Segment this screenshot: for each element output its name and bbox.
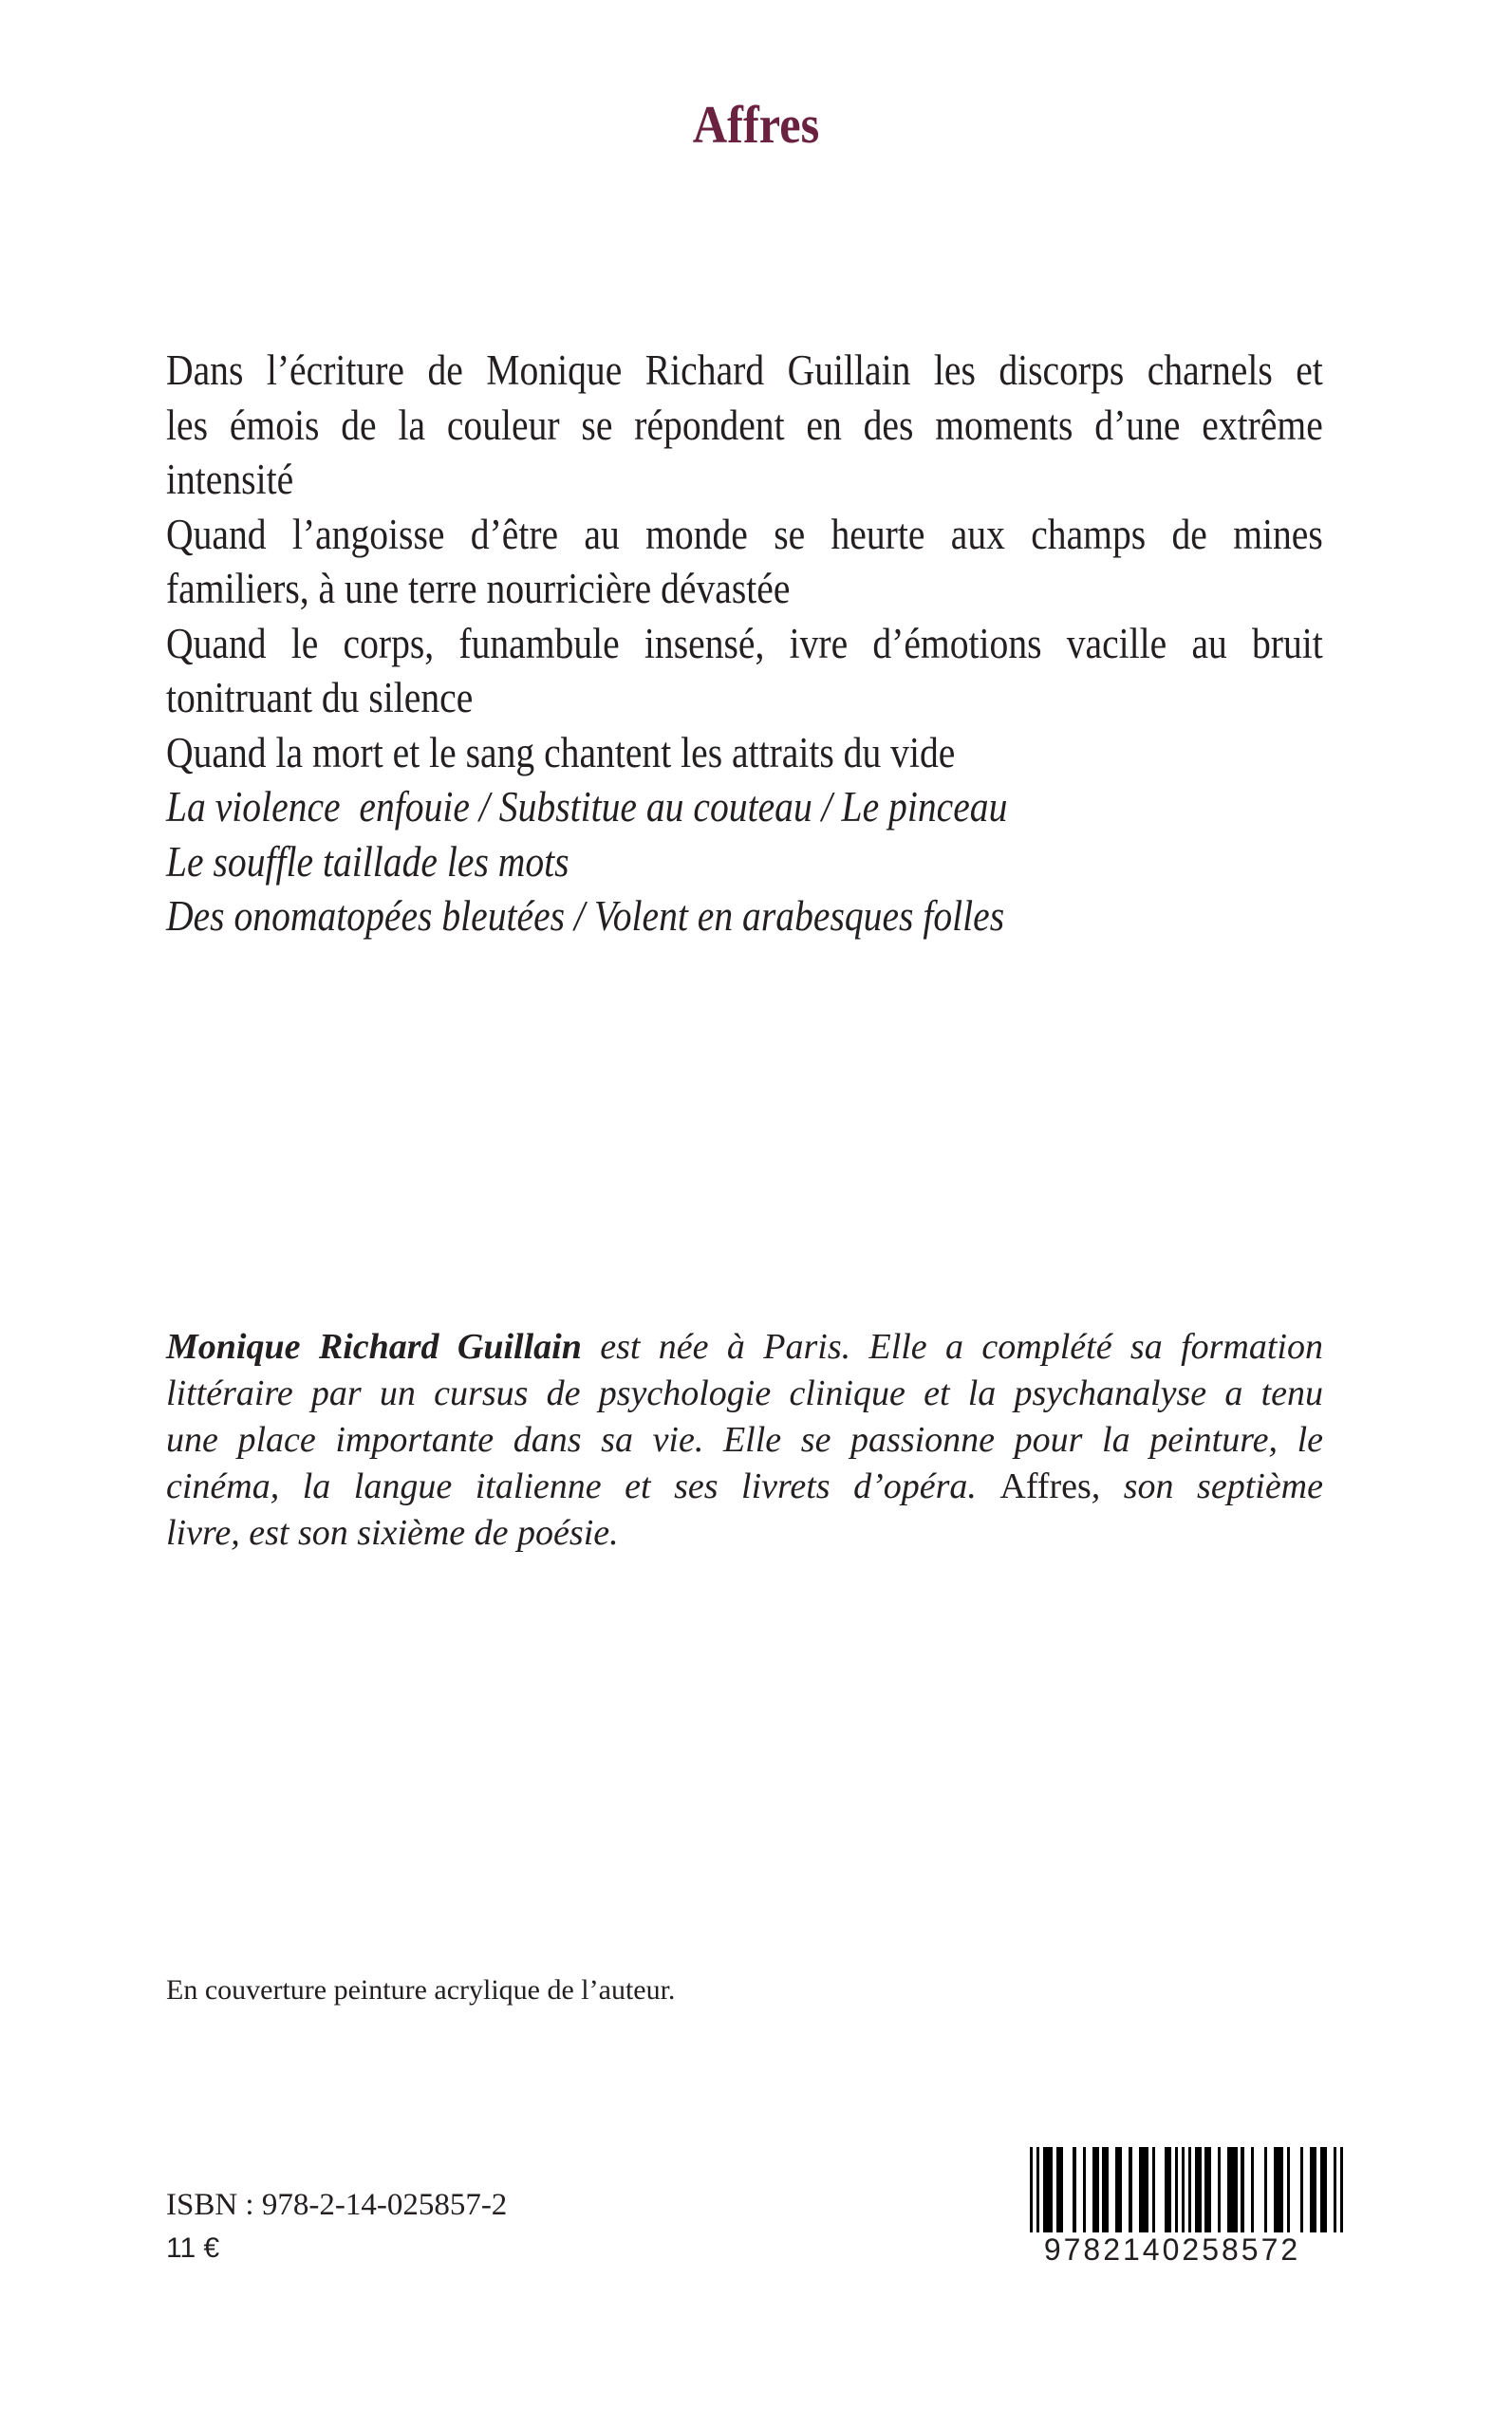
blurb-line: familiers, à une terre nourricière dévastée (166, 565, 791, 612)
barcode-bar (1314, 2147, 1316, 2238)
barcode-bar (1119, 2147, 1122, 2238)
barcode-bar (1168, 2147, 1171, 2238)
poem-line: La violence enfouie / Substitue au couteau / Le pinceau (166, 783, 1008, 831)
barcode-bar (1083, 2147, 1086, 2238)
barcode-bar (1129, 2147, 1131, 2238)
bio-line (166, 1464, 1323, 1510)
barcode-bar (1208, 2147, 1211, 2238)
blurb (166, 344, 1323, 944)
bio-line: livre, est son sixième de poésie. (166, 1513, 619, 1553)
barcode-bar (1050, 2147, 1053, 2238)
bio-book-title: Affres (999, 1466, 1092, 1506)
blurb-line: Quand le corps, funambule insensé, ivre d’émotions vacille au bruit (166, 619, 1323, 667)
blurb-line: les émois de la couleur se répondent en des moments d’une extrême (166, 401, 1323, 449)
blurb-line: tonitruant du silence (166, 674, 474, 721)
barcode-bar (1059, 2147, 1062, 2238)
bio-text: , son septième (1091, 1466, 1323, 1506)
barcode-bar (1287, 2147, 1290, 2238)
barcode-bar (1234, 2147, 1237, 2238)
author-bio (166, 1324, 1323, 1557)
barcode-bar (1218, 2147, 1221, 2238)
barcode-bar (1198, 2147, 1201, 2238)
barcode-bar (1251, 2147, 1254, 2238)
cover-credit: En couverture peinture acrylique de l’auteur. (166, 1974, 676, 2006)
barcode-bar (1280, 2147, 1283, 2238)
barcode-bar (1300, 2147, 1303, 2238)
bio-text: est née à Paris. Elle a complété sa formation (581, 1327, 1323, 1367)
barcode-bar (1152, 2147, 1155, 2238)
barcode-bar (1146, 2147, 1148, 2238)
poem-line: Des onomatopées bleutées / Volent en arabesques folles (166, 892, 1005, 940)
blurb-line: Quand la mort et le sang chantent les attraits du vide (166, 728, 956, 776)
author-name: Monique Richard Guillain (166, 1327, 582, 1367)
blurb-line: intensité (166, 456, 294, 503)
barcode-bar (1264, 2147, 1267, 2238)
poem-line: Le souffle taillade les mots (166, 837, 569, 886)
bio-line (166, 1324, 1323, 1371)
barcode-digits: 9782140258572 (997, 2232, 1348, 2268)
barcode-bar (1073, 2147, 1075, 2238)
bio-text: cinéma, la langue italienne et ses livrets d’opéra. (166, 1466, 1000, 1506)
barcode-bar (1241, 2147, 1243, 2238)
bio-line: littéraire par un cursus de psychologie clinique et la psychanalyse a tenu (166, 1373, 1323, 1413)
blurb-line: Quand l’angoisse d’être au monde se heurte aux champs de mines (166, 510, 1323, 558)
isbn: ISBN : 978-2-14-025857-2 (166, 2188, 508, 2222)
blurb-line: Dans l’écriture de Monique Richard Guillain les discorps charnels et (166, 346, 1323, 394)
barcode-bar (1323, 2147, 1326, 2238)
barcode-bar (1106, 2147, 1109, 2238)
book-title: Affres (692, 96, 820, 155)
barcode-bar (1175, 2147, 1178, 2238)
barcode-bar (1095, 2147, 1098, 2238)
bio-line: une place importante dans sa vie. Elle se passionne pour la peinture, le (166, 1420, 1323, 1460)
price: 11 € (166, 2232, 220, 2264)
